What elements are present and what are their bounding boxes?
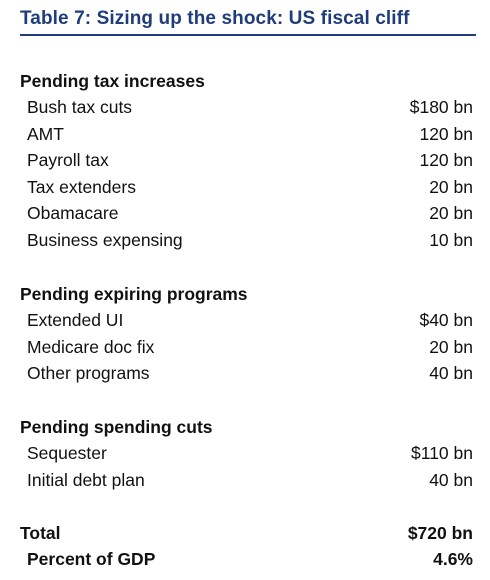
row-value: 40 bn — [429, 469, 473, 490]
row-label: Extended UI — [27, 310, 124, 330]
table-row — [20, 440, 476, 467]
row-label: Other programs — [27, 363, 150, 384]
title-underline — [20, 34, 476, 36]
table-row — [20, 174, 476, 201]
total-value: $720 bn — [407, 523, 473, 543]
section-expiring-programs — [20, 281, 476, 387]
table-title: Table 7: Sizing up the shock: US fiscal cliff — [20, 8, 410, 29]
percent-of-gdp-value: 4.6% — [433, 549, 473, 569]
percent-of-gdp-row — [20, 546, 476, 572]
table-row — [20, 467, 476, 494]
section-heading: Pending spending cuts — [20, 417, 213, 437]
section-spending-cuts — [20, 414, 476, 493]
row-value: 20 bn — [429, 203, 473, 224]
row-label: Initial debt plan — [27, 469, 145, 490]
section-heading: Pending tax increases — [20, 71, 205, 91]
row-label: AMT — [27, 123, 64, 144]
table-row — [20, 307, 476, 334]
row-label: Bush tax cuts — [27, 97, 133, 117]
row-value: 20 bn — [429, 176, 473, 197]
row-label: Medicare doc fix — [27, 336, 155, 357]
row-label: Payroll tax — [27, 150, 109, 171]
table-row — [20, 121, 476, 148]
row-value: $110 bn — [411, 443, 473, 463]
table-row — [20, 360, 476, 387]
table-row — [20, 147, 476, 174]
row-value: 20 bn — [429, 336, 473, 357]
row-label: Tax extenders — [27, 176, 136, 197]
row-label: Obamacare — [27, 203, 119, 224]
row-value: 120 bn — [419, 123, 473, 144]
table-row — [20, 200, 476, 227]
total-row — [20, 520, 476, 546]
row-value: $180 bn — [409, 97, 473, 117]
row-label: Business expensing — [27, 229, 183, 250]
table-row — [20, 334, 476, 361]
row-value: 120 bn — [419, 150, 473, 171]
section-heading: Pending expiring programs — [20, 284, 248, 304]
total-label: Total — [20, 523, 61, 543]
row-value: $40 bn — [419, 310, 473, 330]
row-value: 40 bn — [429, 363, 473, 384]
row-value: 10 bn — [429, 229, 473, 250]
table-row — [20, 227, 476, 254]
row-label: Sequester — [27, 443, 107, 463]
percent-of-gdp-label: Percent of GDP — [27, 549, 156, 569]
section-tax-increases — [20, 68, 476, 254]
table-row — [20, 94, 476, 121]
